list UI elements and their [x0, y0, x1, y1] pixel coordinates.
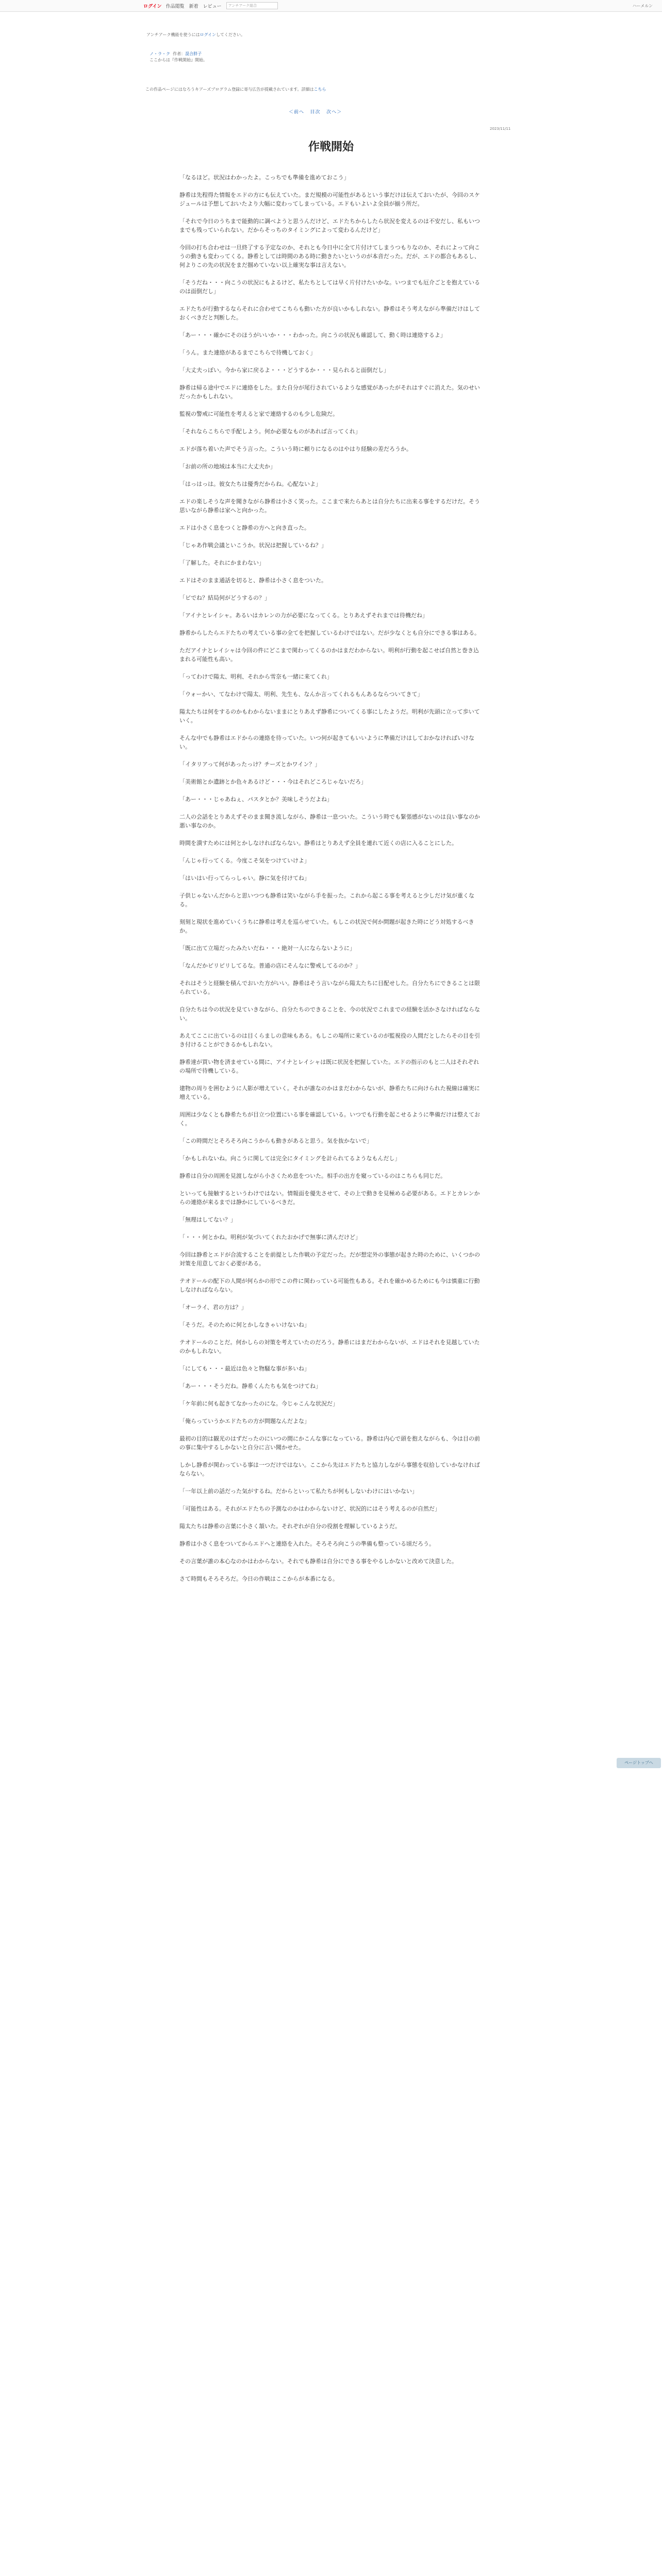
paragraph: 「はっはっは。彼女たちは優秀だからね。心配ないよ」	[179, 481, 321, 487]
prev-chapter-link[interactable]: ＜前へ	[289, 110, 305, 115]
paragraph: 「この時間だとそろそろ向こうからも動きがあると思う。気を抜かないで」	[179, 1138, 372, 1144]
chapter-note: ここからは『作戦開始』開始。	[150, 58, 207, 62]
login-notice-link[interactable]: ログイン	[200, 32, 217, 37]
next-chapter-link[interactable]: 次へ＞	[326, 110, 342, 115]
paragraph: エドが落ち着いた声でそう言った。こういう時に頼りになるのはやはり経験の差だろうか。	[179, 446, 412, 452]
paragraph: 「じゃあ作戦会議といこうか。状況は把握しているね？」	[179, 542, 327, 549]
paragraph: 「アイナとレイシャ。あるいはカレンの力が必要になってくる。とりあえずそれまでは待機だね」	[179, 612, 428, 619]
paragraph: エドは小さく息をつくと静希の方へと向き直った。	[179, 524, 310, 531]
paragraph: 「なるほど。状況はわかったよ。こっちでも準備を進めておこう」	[179, 174, 350, 181]
paragraph: 「ビでね？結局何がどうするの？」	[179, 595, 270, 601]
publish-date: 2023/11/11	[490, 127, 511, 131]
paragraph: 「大丈夫っぽい。今から家に戻るよ・・・どうするか・・・見られると面倒だし」	[179, 367, 389, 374]
paragraph: 陽太たちは何をするのかもわからないままにとりあえず静希についてくる事にしたようだ。明利が先頭に立って歩いていく。	[179, 708, 480, 724]
paragraph: 陽太たちは静希の言葉に小さく頷いた。それぞれが自分の役割を理解しているようだ。	[179, 1523, 401, 1530]
ad-notice-text: この作品ページにはなろうキアーズプログラム登録に寄与広告が提載されています。詳細は	[145, 87, 314, 92]
search-input[interactable]: アンチアーク総合	[226, 2, 278, 9]
paragraph: しかし静希が関わっている事は一つだけではない。ここから先はエドたちと協力しながら事態を収拾していかなければならない。	[179, 1462, 480, 1477]
chapter-pager	[289, 108, 342, 115]
paragraph: エドたちが行動するならそれに合わせてこちらも動いた方が良いかもしれない。静希はそう考えながら準備だけはしておくべきだと判断した。	[179, 306, 480, 321]
paragraph: テオドールのことだ。何かしらの対策を考えていたのだろう。静希にはまだわからないが、エドはそれを見越していたのかもしれない。	[179, 1339, 480, 1354]
paragraph: 「ウォーかい、てなわけで陽太、明利、先生も、なんか言ってくれるもんあるならついてきて」	[179, 691, 423, 698]
paragraph: 「それで今日のうちまで能動的に調べようと思うんだけど、エドたちからしたら状況を変えるのは不安だし、私もいつまでも残っていられない。だからそっちのタイミングによって変わるんだけど」	[179, 218, 480, 233]
paragraph: 「うん。また連絡があるまでこちらで待機しておく」	[179, 349, 316, 356]
login-notice	[146, 32, 245, 38]
login-link[interactable]: ログイン	[143, 4, 162, 9]
paragraph: 最初の目的は観光のはずだったのにいつの間にかこんな事になっている。静希は内心で頭を抱えながらも、今は目の前の事に集中するしかないと自分に言い聞かせた。	[179, 1435, 480, 1451]
paragraph: 静希は帰る途中でエドに連絡をした。また自分が尾行されているような感覚があったがそれはすぐに消えた。気のせいだったかもしれない。	[179, 384, 480, 400]
nav-item-new[interactable]: 新着	[189, 4, 198, 9]
paragraph: 「一年以上前の話だった気がするね。だからといって私たちが何もしないわけにはいかない」	[179, 1488, 418, 1495]
paragraph: テオドールの配下の人間が何らかの形でこの件に関わっている可能性もある。それを確かめるためにも今は慎重に行動しなければならない。	[179, 1278, 480, 1293]
paragraph: 「そうだ。そのために何とかしなきゃいけないね」	[179, 1321, 310, 1328]
paragraph: 「・・・何とかね。明利が気づいてくれたおかげで無事に済んだけど」	[179, 1234, 361, 1241]
paragraph: 今回の打ち合わせは一旦終了する予定なのか、それとも今日中に全て片付けてしまうつもりなのか、それによって向こうの動きも変わってくる。静希としては時間のある時に動きたいというのが本音だった。だが、エドの都合もあるし、何よりこの先の状況をまだ掴めていない以上確実な事は言えない。	[179, 244, 480, 268]
novel-body	[179, 173, 484, 1592]
ad-notice-link[interactable]: こちら	[313, 87, 326, 92]
paragraph: 刻刻と現状を進めていくうちに静希は考えを巡らせていた。もしこの状況で何か問題が起きた時にどう対処するべきか。	[179, 919, 474, 934]
paragraph: 「それならこちらで手配しよう。何か必要なものがあれば言ってくれ」	[179, 428, 361, 435]
paragraph: 「オーライ、君の方は？」	[179, 1304, 247, 1311]
paragraph: 子供じゃないんだからと思いつつも静希は笑いながら手を振った。これから起こる事を考えると少しだけ気が重くなる。	[179, 892, 474, 908]
paragraph: エドの楽しそうな声を聞きながら静希は小さく笑った。ここまで来たらあとは自分たちに出来る事をするだけだ。そう思いながら静希は家へと向かった。	[179, 498, 480, 514]
paragraph: 静希は小さく息をついてからエドへと連絡を入れた。そろそろ向こうの準備も整っている頃だろう。	[179, 1540, 435, 1547]
paragraph: 「可能性はある。それがエドたちの予測なのかはわからないけど、状況的にはそう考えるのが自然だ」	[179, 1505, 440, 1512]
paragraph: 建物の周りを囲むように人影が増えていく。それが誰なのかはまだわからないが、静希たちに向けられた視線は確実に増えている。	[179, 1085, 480, 1100]
work-meta	[150, 51, 207, 63]
nav-item-review[interactable]: レビュー	[203, 4, 222, 9]
paragraph: それはそうと経験を積んでおいた方がいい。静希はそう言いながら陽太たちに目配せした。自分たちにできることは限られている。	[179, 980, 480, 995]
paragraph: 「あー・・・じゃあねぇ、パスタとか？美味しそうだよね」	[179, 796, 333, 803]
paragraph: ただアイナとレイシャは今回の件にどこまで関わってくるのかはまだわからない。明利が行動を起こせば自然と巻き込まれる可能性も高い。	[179, 647, 479, 663]
paragraph: 「無理はしてない？」	[179, 1216, 236, 1223]
paragraph: 今回は静希とエドが合流することを前提とした作戦の予定だった。だが想定外の事態が起きた時のために、いくつかの対策を用意しておく必要がある。	[179, 1251, 480, 1267]
paragraph: といっても接触するというわけではない。情報面を優先させて、その上で動きを見極める必要がある。エドとカレンからの連絡が来るまでは静かにしているべきだ。	[179, 1190, 480, 1206]
series-link[interactable]: ノ・ラ・ク	[150, 52, 170, 56]
paragraph: 周囲は少なくとも静希たちが目立つ位置にいる事を確認している。いつでも行動を起こせるように準備だけは整えておく。	[179, 1111, 480, 1127]
paragraph: エドはそのまま通話を切ると、静希は小さく息をついた。	[179, 577, 327, 584]
paragraph: 監視の警戒に可能性を考えると家で連絡するのも少し危険だ。	[179, 411, 338, 417]
paragraph: そんな中でも静希はエドからの連絡を待っていた。いつ何が起きてもいいように準備だけはしておかなければいけない。	[179, 735, 474, 750]
paragraph: その言葉が誰の本心なのかはわからない。それでも静希は自分にできる事をやるしかないと改めて決意した。	[179, 1558, 457, 1565]
paragraph: 「ってわけで陽太、明利、それから雪奈も一緒に来てくれ」	[179, 673, 333, 680]
chapter-title: 作戦開始	[308, 141, 354, 154]
paragraph: 「はいはい行ってらっしゃい。静に気を付けてね」	[179, 875, 310, 882]
page-top-button[interactable]: ページトップへ	[617, 1758, 661, 1768]
login-notice-text: アンチアーク機能を使うには	[146, 32, 200, 37]
paragraph: 静希達が買い物を済ませている間に、アイナとレイシャは既に状況を把握していた。エドの指示のもと二人はそれぞれの場所で待機している。	[179, 1059, 479, 1074]
paragraph: 「なんだかピリピリしてるな。普通の店にそんなに警戒してるのか？」	[179, 962, 361, 969]
paragraph: さて時間もそろそろだ。今日の作戦はここからが本番になる。	[179, 1575, 338, 1582]
paragraph: 「あー・・・そうだね。静希くんたちも気をつけてね」	[179, 1383, 321, 1389]
paragraph: 「お前の所の地域は本当に大丈夫か」	[179, 463, 276, 470]
index-link[interactable]: 目次	[310, 110, 321, 115]
nav-item-browse[interactable]: 作品閲覧	[166, 4, 185, 9]
paragraph: 二人の会話をとりあえずそのまま聞き流しながら、静希は一息ついた。こういう時でも緊張感がないのは良い事なのか悪い事なのか。	[179, 814, 480, 829]
paragraph: 自分たちは今の状況を見ていきながら、自分たちのできることを、今の状況でこれまでの経験を活かさなければならない。	[179, 1006, 480, 1022]
top-navigation-bar	[0, 0, 662, 12]
site-logo[interactable]: ハーメルン	[632, 4, 653, 8]
paragraph: 静希からしたらエドたちの考えている事の全てを把握しているわけではない。だが少なくとも自分にできる事はある。	[179, 630, 480, 636]
paragraph: 「了解した。それにかまわない」	[179, 560, 264, 566]
paragraph: 「かもしれないね。向こうに関しては完全にタイミングを計られてるようなもんだし」	[179, 1155, 401, 1162]
login-notice-suffix: してください。	[216, 32, 245, 37]
paragraph: 時間を潰すためには何とかしなければならない。静希はとりあえず全員を連れて近くの店に入ることにした。	[179, 840, 457, 846]
author-link[interactable]: 混合胖子	[185, 52, 202, 56]
paragraph: 「イタリアって何があったっけ？チーズとかワイン？」	[179, 761, 321, 768]
ad-notice	[145, 87, 326, 92]
paragraph: 「美術館とか遺跡とか色々あるけど・・・今はそれどころじゃないだろ」	[179, 778, 367, 785]
author-label: 作者：	[173, 52, 186, 56]
paragraph: 「にしても・・・最近は色々と物騒な事が多いね」	[179, 1365, 310, 1372]
paragraph: 「ケ年前に何も起きてなかったのにな。今じゃこんな状況だ」	[179, 1400, 338, 1407]
paragraph: 静希は自分の周囲を見渡しながら小さくため息をついた。相手の出方を窺っているのはこちらも同じだ。	[179, 1173, 446, 1179]
paragraph: 「そうだね・・・向こうの状況にもよるけど、私たちとしては早く片付けたいかな。いつまでも厄介ごとを抱えているのは面倒だし」	[179, 279, 480, 295]
paragraph: 「あー・・・確かにそのほうがいいか・・・わかった。向こうの状況も確認して、動く時は連絡するよ」	[179, 332, 446, 338]
paragraph: 「既に出て立場だったみたいだね・・・絶対一人にならないように」	[179, 945, 355, 952]
paragraph: 「俺らっていうかエドたちの方が問題なんだよな」	[179, 1418, 310, 1425]
paragraph: 「んじゃ行ってくる。今度こそ気をつけていけよ」	[179, 857, 310, 864]
paragraph: 静希は先程得た情報をエドの方にも伝えていた。まだ規模の可能性があるという事だけは伝えておいたが、今回のスケジュールは予想しておいたより大幅に変わってしまっている。エドもいよいよ全員が揃う所だ。	[179, 192, 480, 207]
paragraph: あえてここに出ているのは目くらましの意味もある。もしこの場所に来ているのが監視役の人間だとしたらその目を引き付けることができるかもしれない。	[179, 1032, 480, 1048]
